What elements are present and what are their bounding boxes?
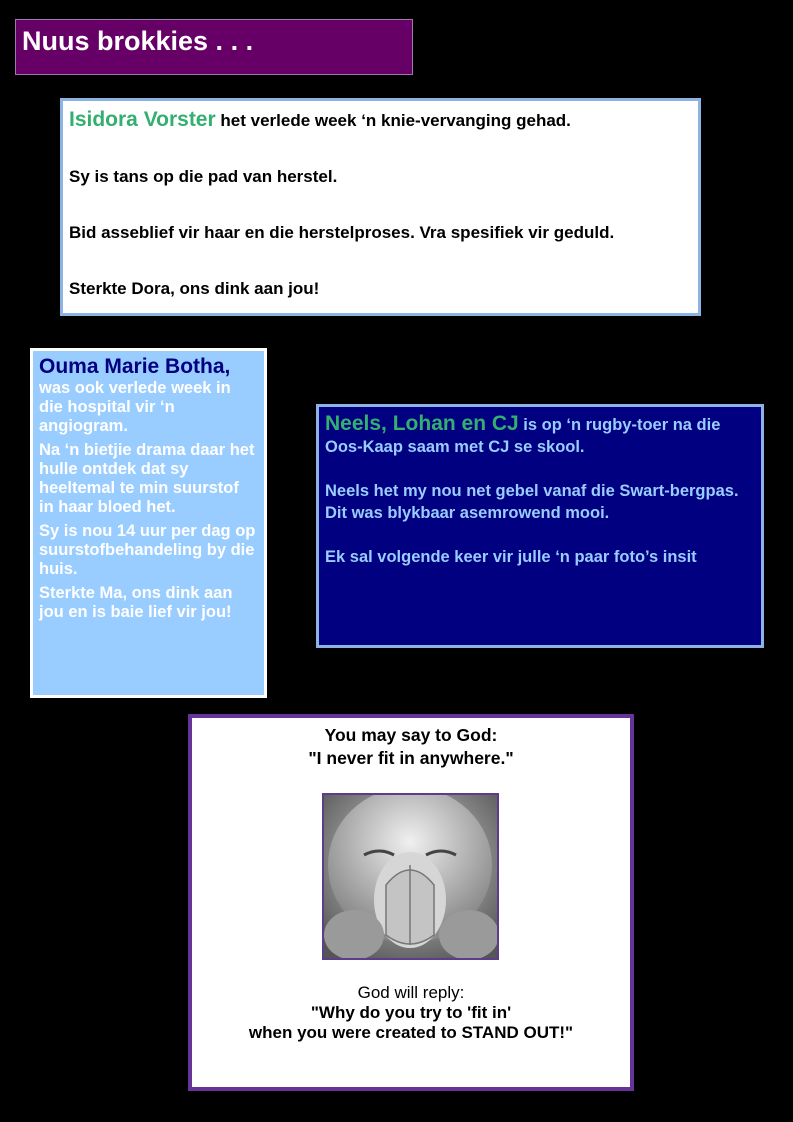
news-text: Sterkte Ma, ons dink aan jou en is baie lief vir jou! — [39, 584, 233, 621]
news-item-neels — [316, 404, 764, 648]
news-item-isidora — [60, 98, 701, 316]
quote-answer — [192, 1003, 630, 1043]
news-item-paragraph — [325, 413, 755, 458]
praying-baby-illustration — [324, 795, 497, 958]
quote-line: You may say to God: — [324, 725, 498, 745]
news-text: Sterkte Dora, ons dink aan jou! — [69, 279, 320, 298]
page-title: Nuus brokkies . . . — [22, 26, 254, 56]
person-name: Ouma Marie Botha, — [39, 355, 231, 378]
news-text: Neels het my nou net gebel vanaf die Swart-bergpas. Dit was blykbaar asemrowend mooi. — [325, 482, 739, 522]
person-name: Isidora Vorster — [69, 108, 216, 131]
news-item-ouma-marie — [30, 348, 267, 698]
quote-card — [188, 714, 634, 1091]
quote-intro — [192, 724, 630, 770]
news-text: was ook verlede week in die hospital vir ‘n angiogram. — [39, 379, 231, 435]
news-text: Sy is tans op die pad van herstel. — [69, 167, 338, 186]
news-text: is op ‘n rugby-toer na die Oos-Kaap saam met CJ se skool. — [325, 416, 721, 456]
news-text: Sy is nou 14 uur per dag op suurstofbehandeling by die huis. — [39, 522, 256, 578]
quote-reply-label: God will reply: — [357, 983, 465, 1002]
news-text: Bid asseblief vir haar en die herstelproses. Vra spesifiek vir geduld. — [69, 223, 615, 242]
praying-baby-image — [322, 793, 499, 960]
page-title-banner — [15, 19, 413, 75]
quote-line: "I never fit in anywhere." — [308, 748, 514, 768]
news-text: het verlede week ‘n knie-vervanging gehad. — [215, 111, 571, 130]
news-text: Na ‘n bietjie drama daar het hulle ontdek dat sy heeltemal te min suurstof in haar bloed het. — [39, 441, 255, 516]
news-text: Ek sal volgende keer vir julle ‘n paar foto’s insit — [325, 548, 697, 566]
quote-line: when you were created to STAND OUT!" — [248, 1023, 574, 1042]
person-name: Neels, Lohan en CJ — [325, 412, 519, 435]
quote-line: "Why do you try to 'fit in' — [310, 1003, 512, 1022]
news-item-paragraph — [69, 107, 692, 134]
